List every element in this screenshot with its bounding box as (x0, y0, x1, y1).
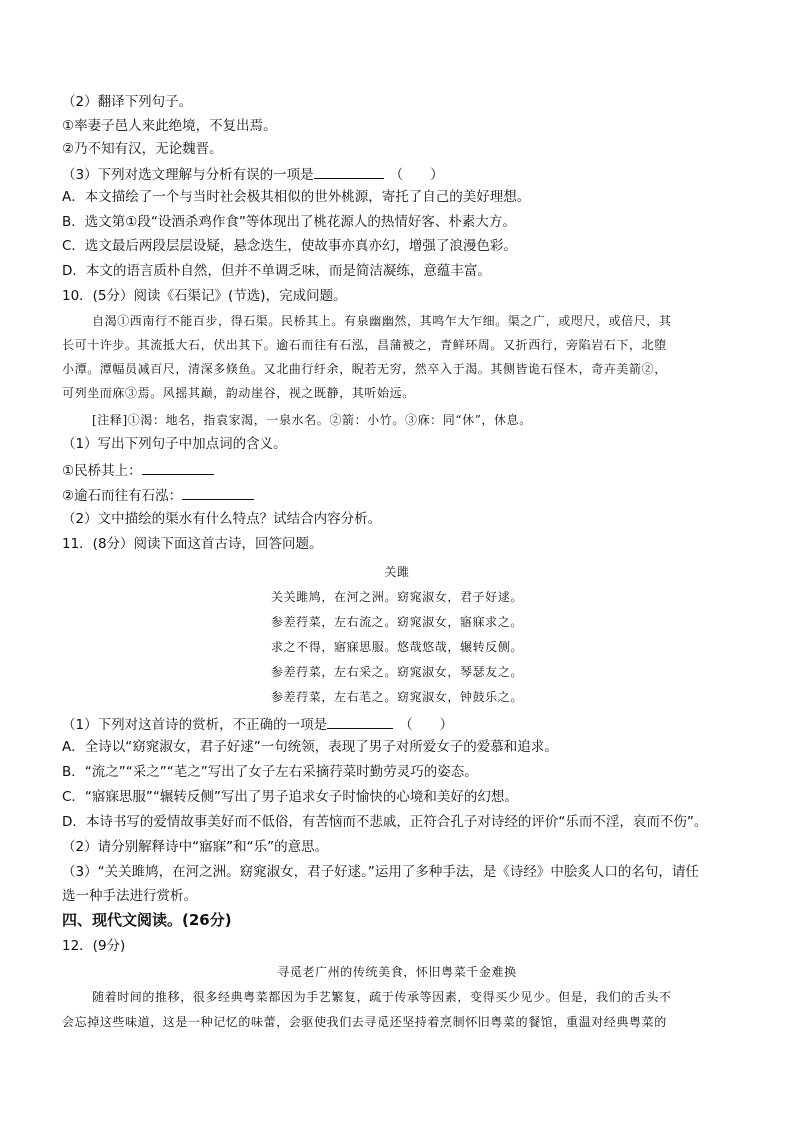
poem-line: 求之不得，寤寐思服。悠哉悠哉，辗转反侧。 (270, 640, 523, 654)
q11-header: 11．(8分）阅读下面这首古诗，回答问题。 (62, 536, 323, 552)
q10-passage-line-1: 自渴①西南行不能百步，得石渠。民桥其上。有泉幽幽然，其鸣乍大乍细。渠之广，或咫尺，或倍尺，其 (92, 314, 672, 328)
q11-sub3-line-1: （3）“关关雎鸠，在河之洲。窈窕淑女，君子好逑。”运用了多种手法，是《诗经》中脍炙人口的名句，请任 (62, 864, 699, 880)
q11-option-b: B．“流之”“采之”“芼之”写出了女子左右采摘荇菜时勤劳灵巧的姿态。 (62, 764, 478, 780)
q10-passage-line-2: 长可十许步。其流抵大石，伏出其下。逾石而往有石泓，昌蒲被之，青鲜环周。又折西行，旁陷岩石下，北堕 (62, 338, 667, 352)
q11-sub1-paren: （ ） (399, 717, 454, 733)
q10-sub1a-blank[interactable] (142, 460, 214, 475)
poem-line: 参差荇菜，左右芼之。窈窕淑女，钟鼓乐之。 (270, 690, 523, 704)
q11-sub1: （1）下列对这首诗的赏析，不正确的一项是 (62, 717, 328, 733)
q10-sub1: （1）写出下列句子中加点词的含义。 (62, 436, 287, 452)
article-paragraph-line-2: 会忘掉这些味道，这是一种记忆的味蕾，会驱使我们去寻觅还坚持着烹制怀旧粤菜的餐馆，重温对经典粤菜的 (62, 1015, 667, 1029)
poem-line: 参差荇菜，左右流之。窈窕淑女，寤寐求之。 (270, 615, 523, 629)
q11-sub1-line (62, 714, 453, 734)
poem-line: 参差荇菜，左右采之。窈窕淑女，琴瑟友之。 (270, 665, 523, 679)
poem-line: 关关雎鸠，在河之洲。窈窕淑女，君子好逑。 (270, 590, 523, 604)
q9-3-paren: （ ） (389, 167, 444, 183)
q9-2-sentence-1: ①率妻子邑人来此绝境，不复出焉。 (62, 118, 277, 134)
q10-sub1a-line (62, 460, 214, 480)
q9-3-stem: （3）下列对选文理解与分析有误的一项是 (62, 167, 314, 183)
section-heading: 四、现代文阅读。(26分) (62, 911, 232, 929)
q10-sub1b: ②逾石而往有石泓： (62, 488, 183, 504)
q11-option-a: A．全诗以“窈窕淑女，君子好逑”一句统领，表现了男子对所爱女子的爱慕和追求。 (62, 739, 558, 755)
q9-3-option-c: C．选文最后两段层层设疑，悬念迭生，使故事亦真亦幻，增强了浪漫色彩。 (62, 238, 517, 254)
q9-3-option-a: A．本文描绘了一个与当时社会极其相似的世外桃源，寄托了自己的美好理想。 (62, 189, 531, 205)
q11-option-d: D．本诗书写的爱情故事美好而不低俗，有苦恼而不悲戚，正符合孔子对诗经的评价“乐而不淫，哀而不伤”。 (62, 814, 708, 830)
q11-sub1-answer-blank[interactable] (327, 714, 393, 729)
q9-2-title: （2）翻译下列句子。 (62, 94, 193, 110)
q11-option-c: C．“寤寐思服”“辗转反侧”写出了男子追求女子时愉快的心境和美好的幻想。 (62, 789, 518, 805)
q9-3-option-b: B．选文第①段“设酒杀鸡作食”等体现出了桃花源人的热情好客、朴素大方。 (62, 214, 516, 230)
q10-sub1b-blank[interactable] (182, 485, 254, 500)
q10-header: 10．(5分）阅读《石渠记》(节选)，完成问题。 (62, 288, 347, 304)
q9-2-sentence-2: ②乃不知有汉，无论魏晋。 (62, 141, 223, 157)
q10-note: [注释]①渴：地名，指袁家渴，一泉水名。②箭：小竹。③庥：同“休”，休息。 (92, 413, 532, 427)
q10-passage-line-4: 可列坐而庥③焉。风摇其巅，韵动崖谷，视之既静，其听始远。 (62, 386, 415, 400)
q10-sub2: （2）文中描绘的渠水有什么特点？试结合内容分析。 (62, 511, 382, 527)
article-title: 寻觅老广州的传统美食，怀旧粤菜千金难换 (277, 965, 517, 979)
q12-header: 12．(9分) (62, 938, 126, 954)
q10-passage-line-3: 小潭。潭幅员减百尺，清深多倏鱼。又北曲行纡余，睨若无穷，然卒入于渴。其侧皆诡石怪木，奇卉美箭②， (62, 362, 667, 376)
q10-sub1b-line (62, 485, 254, 505)
q10-sub1a: ①民桥其上： (62, 463, 142, 479)
q11-sub2: （2）请分别解释诗中“寤寐”和“乐”的意思。 (62, 839, 329, 855)
q11-sub3-line-2: 选一种手法进行赏析。 (62, 888, 197, 904)
poem-title: 关雎 (384, 565, 410, 579)
article-paragraph-line-1: 随着时间的推移，很多经典粤菜都因为手艺繁复，疏于传承等因素，变得买少见少。但是，我们的舌头不 (92, 990, 672, 1004)
q9-3-option-d: D．本文的语言质朴自然，但并不单调乏味，而是简洁凝练，意蕴丰富。 (62, 263, 491, 279)
q9-3-stem-line (62, 164, 444, 184)
q9-3-answer-blank[interactable] (314, 164, 384, 179)
